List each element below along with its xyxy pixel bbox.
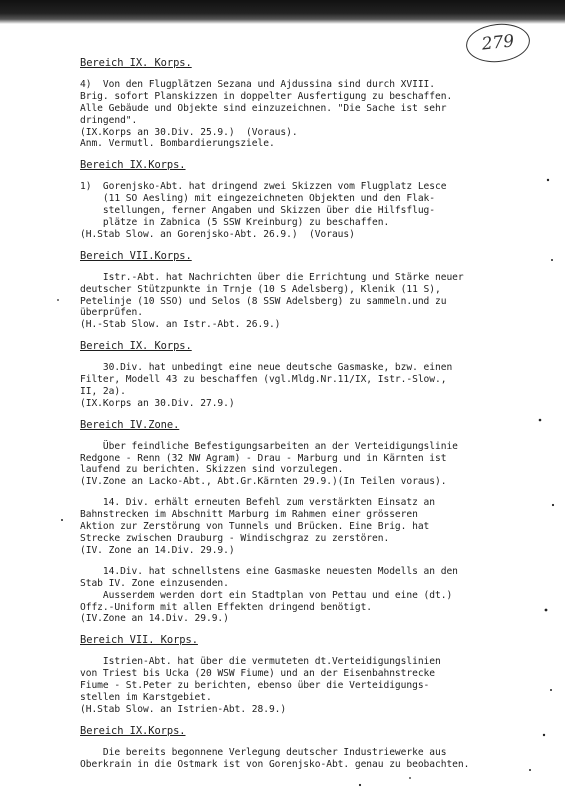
section-paragraph (80, 566, 532, 626)
text-line: Fiume - St.Peter zu berichten, ebenso über die Verteidigungs- (80, 680, 430, 692)
text-line: Stab IV. Zone einzusenden. (80, 577, 229, 589)
text-line: stellen im Karstgebiet. (80, 691, 212, 703)
text-line: 14.Div. hat schnellstens eine Gasmaske neuesten Modells an den (80, 565, 458, 577)
text-line: Über feindliche Befestigungsarbeiten an der Verteidigungslinie (80, 440, 458, 452)
text-line: 30.Div. hat unbedingt eine neue deutsche Gasmaske, bzw. einen (80, 362, 453, 374)
section-paragraph (80, 362, 532, 410)
text-line: Die bereits begonnene Verlegung deutscher Industriewerke aus (80, 746, 447, 758)
text-line: Oberkrain in die Ostmark ist von Gorenjsko-Abt. genau zu beobachten. (80, 758, 470, 770)
text-line: von Triest bis Ucka (20 WSW Fiume) und an der Eisenbahnstrecke (80, 668, 436, 680)
text-line: Ausserdem werden dort ein Stadtplan von Pettau und eine (dt.) (80, 589, 453, 601)
section-heading: Bereich IX. Korps. (80, 57, 192, 69)
text-line: dringend". (80, 114, 138, 126)
section-heading: Bereich VII.Korps. (80, 249, 192, 262)
text-line: Redgone - Renn (32 NW Agram) - Drau - Marburg und in Kärnten ist (80, 452, 447, 464)
text-line: II, 2a). (80, 385, 126, 397)
section-paragraph (80, 747, 532, 771)
section-paragraph (80, 441, 532, 489)
section-heading: Bereich IX.Korps. (80, 724, 186, 737)
text-line: Offz.-Uniform mit allen Effekten dringend benötigt. (80, 601, 373, 613)
report-section (80, 58, 532, 150)
scan-top-edge (0, 0, 565, 24)
text-line: (IX.Korps an 30.Div. 25.9.) (Voraus). (80, 126, 298, 138)
text-line: (IV. Zone an 14.Div. 29.9.) (80, 544, 235, 556)
report-section (80, 251, 532, 331)
text-line: (IX.Korps an 30.Div. 27.9.) (80, 397, 235, 409)
report-section (80, 726, 532, 771)
text-line: (IV.Zone an Lacko-Abt., Abt.Gr.Kärnten 29.9.)(In Teilen voraus). (80, 476, 447, 488)
text-line: (H.Stab Slow. an Gorenjsko-Abt. 26.9.) (Voraus) (80, 228, 355, 240)
text-line: Istr.-Abt. hat Nachrichten über die Errichtung und Stärke neuer (80, 271, 464, 283)
text-line: plätze in Zabnica (5 SSW Kreinburg) zu beschaffen. (80, 216, 390, 228)
text-line: Istrien-Abt. hat über die vermuteten dt.Verteidigungslinien (80, 656, 441, 668)
page-number-stamp: 279 (464, 21, 532, 65)
text-line: (H.-Stab Slow. an Istr.-Abt. 26.9.) (80, 319, 281, 331)
section-paragraph (80, 79, 532, 150)
text-line: Filter, Modell 43 zu beschaffen (vgl.Mldg.Nr.11/IX, Istr.-Slow., (80, 374, 447, 386)
section-paragraph (80, 656, 532, 716)
document-body (80, 58, 532, 781)
section-heading: Bereich IV.Zone. (80, 418, 180, 431)
text-line: laufend zu berichten. Skizzen sind vorzulegen. (80, 464, 344, 476)
report-section (80, 341, 532, 410)
report-section (80, 420, 532, 626)
report-section (80, 635, 532, 715)
section-paragraph (80, 272, 532, 332)
text-line: 1) Gorenjsko-Abt. hat dringend zwei Skizzen vom Flugplatz Lesce (80, 181, 447, 193)
section-heading: Bereich VII. Korps. (80, 634, 198, 647)
text-line: Anm. Vermutl. Bombardierungsziele. (80, 138, 275, 150)
text-line: stellungen, ferner Angaben und Skizzen über die Hilfsflug- (80, 205, 436, 217)
text-line: deutscher Stützpunkte in Trnje (10 S Adelsberg), Klenik (11 S), (80, 283, 441, 295)
section-heading: Bereich IX.Korps. (80, 159, 186, 172)
text-line: Aktion zur Zerstörung von Tunnels und Brücken. Eine Brig. hat (80, 521, 430, 533)
text-line: Alle Gebäude und Objekte sind einzuzeichnen. "Die Sache ist sehr (80, 102, 447, 114)
section-paragraph (80, 497, 532, 557)
text-line: (H.Stab Slow. an Istrien-Abt. 28.9.) (80, 703, 287, 715)
text-line: Brig. sofort Planskizzen in doppelter Ausfertigung zu beschaffen. (80, 90, 453, 102)
section-paragraph (80, 181, 532, 241)
text-line: überprüfen. (80, 307, 143, 319)
text-line: 4) Von den Flugplätzen Sezana und Ajdussina sind durch XVIII. (80, 78, 436, 90)
text-line: 14. Div. erhält erneuten Befehl zum verstärkten Einsatz an (80, 497, 436, 509)
section-heading: Bereich IX. Korps. (80, 340, 192, 353)
text-line: (IV.Zone an 14.Div. 29.9.) (80, 613, 229, 625)
text-line: Petelinje (10 SSO) und Selos (8 SSW Adelsberg) zu sammeln.und zu (80, 295, 447, 307)
text-line: Bahnstrecken im Abschnitt Marburg im Rahmen einer grösseren (80, 509, 418, 521)
report-section (80, 160, 532, 240)
text-line: (11 SO Aesling) mit eingezeichneten Objekten und den Flak- (80, 193, 436, 205)
text-line: Strecke zwischen Drauburg - Windischgraz zu zerstören. (80, 533, 390, 544)
